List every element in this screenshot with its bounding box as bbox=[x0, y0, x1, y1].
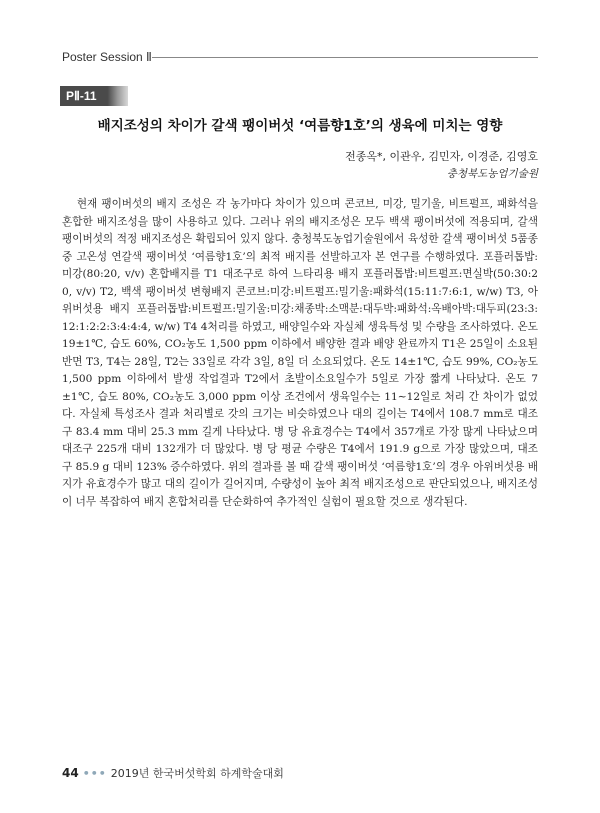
footer-dots: ••• bbox=[82, 767, 107, 780]
conference-name: 2019년 한국버섯학회 하계학술대회 bbox=[110, 767, 284, 780]
affiliation: 충청북도농업기술원 bbox=[446, 168, 538, 180]
page-number: 44 bbox=[62, 766, 79, 780]
page-footer bbox=[62, 765, 284, 781]
paper-title: 배지조성의 차이가 갈색 팽이버섯 ‘여름향1호’의 생육에 미치는 영향 bbox=[97, 118, 503, 134]
header-rule bbox=[152, 57, 538, 58]
abstract-body bbox=[62, 196, 538, 511]
abstract-paragraph: 현재 팽이버섯의 배지 조성은 각 농가마다 차이가 있으며 콘코브, 미강, 밀기울, 비트펄프, 패화석을 혼합한 배지조성을 많이 사용하고 있다. 그러나 위의 배지조성은 모두 백색 팽이버섯에 적용되며, 갈색 팽이버섯의 적정 배지조성은 확립되어 있지 않다. 충청북도농업기술원에서 육성한 갈색 팽이버섯 5품종 중 고온성 연갈색 팽이버섯 ‘여름향1호’의 최적 배지를 선발하고자 본 연구를 수행하였다. 포플러톱밥:미강(80:20, v/v) 혼합배지를 T1 대조구로 하여 느타리용 배지 포플러톱밥:비트펄프:면실박(50:30:20, v/v) T2, 백색 팽이버섯 변형배지 콘코브:미강:비트펄프:밀기울:패화석(15:11:7:6:1, w/w) T3, 아위버섯용 배지 포플러톱밥:비트펄프:밀기울:미강:채종박:소맥분:대두박:패화석:옥배아박:대두피(23:3:12:1:2:2:3:4:4:4, w/w) T4 4처리를 하였고, 배양일수와 자실체 생육특성 및 수량을 조사하였다. 온도 19±1℃, 습도 60%, CO₂농도 1,500 ppm 이하에서 배양한 결과 배양 완료까지 T1은 25일이 소요된 반면 T3, T4는 28일, T2는 33일로 각각 3일, 8일 더 소요되었다. 온도 14±1℃, 습도 99%, CO₂농도 1,500 ppm 이하에서 발생 작업결과 T2에서 초발이소요일수가 5일로 가장 짧게 나타났다. 온도 7±1℃, 습도 80%, CO₂농도 3,000 ppm 이상 조건에서 생육일수는 11∼12일로 처리 간 차이가 없었다. 자실체 특성조사 결과 처리별로 갓의 크기는 비슷하였으나 대의 길이는 T4에서 108.7 mm로 대조구 83.4 mm 대비 25.3 mm 길게 나타났다. 병 당 유효경수는 T4에서 357개로 가장 많게 나타났으며 대조구 225개 대비 132개가 더 많았다. 병 당 평균 수량은 T4에서 191.9 g으로 가장 많았으며, 대조구 85.9 g 대비 123% 증수하였다. 위의 결과를 볼 때 갈색 팽이버섯 ‘여름향1호’의 경우 아위버섯용 배지가 유효경수가 많고 대의 길이가 길어지며, 수량성이 높아 최적 배지조성으로 판단되었으나, 배지조성이 너무 복잡하여 배지 혼합처리를 단순화하여 추가적인 실험이 필요할 것으로 생각된다. bbox=[62, 198, 538, 508]
session-label: Poster Session Ⅱ bbox=[62, 50, 152, 64]
poster-code-badge: PⅡ-11 bbox=[60, 86, 128, 106]
author-list: 전종옥*, 이관우, 김민자, 이경준, 김영호 bbox=[345, 150, 538, 163]
